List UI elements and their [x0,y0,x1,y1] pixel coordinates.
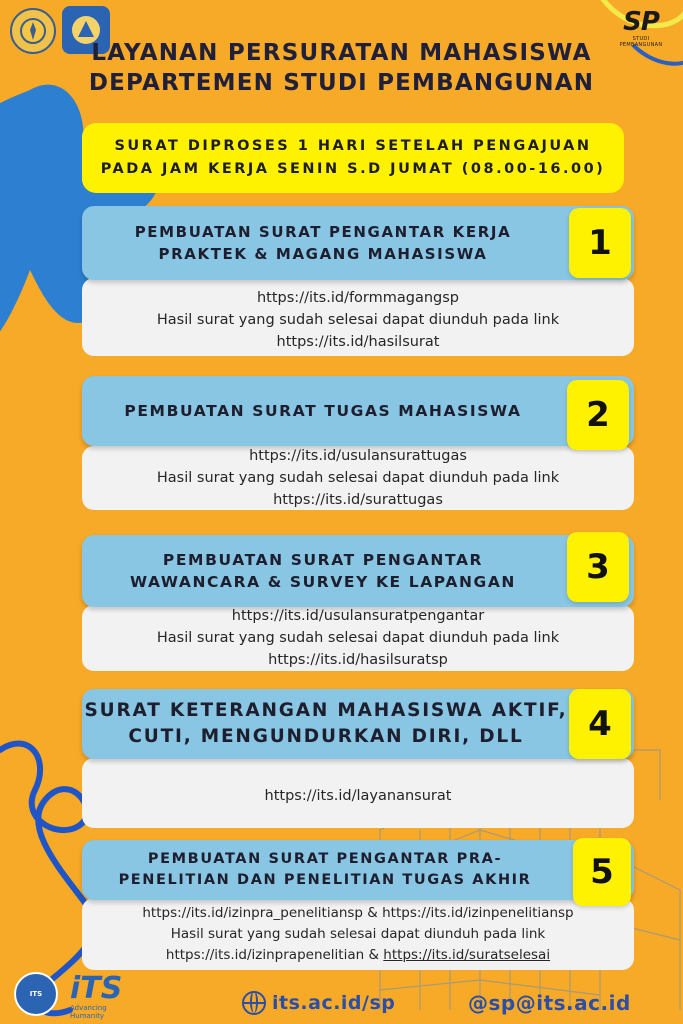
service-3-note: Hasil surat yang sudah selesai dapat diunduh pada link [156,630,560,646]
service-2-form-link[interactable]: https://its.id/usulansurattugas [249,448,467,464]
service-5-heading-line-2: PENELITIAN DAN PENELITIAN TUGAS AKHIR [118,872,532,888]
service-3-heading [82,535,634,607]
service-3-heading-line-2: WAWANCARA & SURVEY KE LAPANGAN [129,573,517,591]
service-3-number: 3 [567,532,629,602]
service-4-heading [82,689,634,759]
its-tagline: Advancing Humanity [70,1004,107,1020]
service-1-heading-line-1: PEMBUATAN SURAT PENGANTAR KERJA [134,223,512,241]
its-footer-badge-logo [14,972,58,1016]
website-link[interactable] [242,988,395,1018]
notice-line-2: PADA JAM KERJA SENIN S.D JUMAT (08.00-16.00) [100,161,606,177]
sp-logo-text: SP [623,7,659,37]
service-5-heading [82,840,634,900]
service-1-heading-line-2: PRAKTEK & MAGANG MAHASISWA [158,245,488,263]
service-2-heading-line-1: PEMBUATAN SURAT TUGAS MAHASISWA [124,402,522,420]
website-text: its.ac.id/sp [272,992,396,1014]
service-1-result-link[interactable]: https://its.id/hasilsurat [276,334,440,350]
email-link[interactable] [468,988,631,1018]
its-advancing-humanity-logo [70,971,132,1020]
service-4-heading-line-1: SURAT KETERANGAN MAHASISWA AKTIF, [84,700,568,721]
service-5-result-link-1[interactable]: https://its.id/izinprapenelitian & [165,946,384,963]
service-2-number: 2 [567,380,629,450]
its-wordmark: iTS [70,971,123,1006]
service-5-body [82,898,634,970]
title-line-1: LAYANAN PERSURATAN MAHASISWA [91,40,592,66]
service-5-number: 5 [573,838,631,906]
its-badge-text: ITS [29,990,43,998]
service-3-body [82,605,634,671]
service-5-heading-line-1: PEMBUATAN SURAT PENGANTAR PRA- [147,851,503,867]
service-3-heading-line-1: PEMBUATAN SURAT PENGANTAR [162,551,484,569]
service-1-form-link[interactable]: https://its.id/formmagangsp [256,290,460,306]
sp-logo-subtitle: STUDI PEMBANGUNAN [619,36,663,48]
service-4-link[interactable]: https://its.id/layanansurat [264,788,452,804]
service-1-heading [82,206,634,280]
service-1-note: Hasil surat yang sudah selesai dapat diunduh pada link [156,312,560,328]
service-2-heading [82,376,634,446]
globe-icon [242,991,266,1015]
service-4-number: 4 [569,689,631,759]
notice-line-1: SURAT DIPROSES 1 HARI SETELAH PENGAJUAN [114,138,592,154]
service-5-result-link-2[interactable]: https://its.id/suratselesai [383,946,551,963]
service-2-result-link[interactable]: https://its.id/surattugas [273,492,443,508]
service-5-note: Hasil surat yang sudah selesai dapat diunduh pada link [170,925,546,942]
service-1-body [82,278,634,356]
title-line-2: DEPARTEMEN STUDI PEMBANGUNAN [88,70,595,96]
service-3-result-link[interactable]: https://its.id/hasilsuratsp [268,652,448,668]
page-title [0,38,683,98]
service-5-result-links [82,945,634,966]
service-2-note: Hasil surat yang sudah selesai dapat diunduh pada link [156,470,560,486]
service-3-form-link[interactable]: https://its.id/usulansuratpengantar [231,608,485,624]
service-4-body [82,758,634,828]
service-4-heading-line-2: CUTI, MENGUNDURKAN DIRI, DLL [128,726,524,747]
service-5-form-links[interactable]: https://its.id/izinpra_penelitiansp & https://its.id/izinpenelitiansp [142,904,574,921]
service-1-number: 1 [569,208,631,278]
processing-notice [82,123,624,193]
service-2-body [82,446,634,510]
email-text: @sp@its.ac.id [468,991,631,1015]
